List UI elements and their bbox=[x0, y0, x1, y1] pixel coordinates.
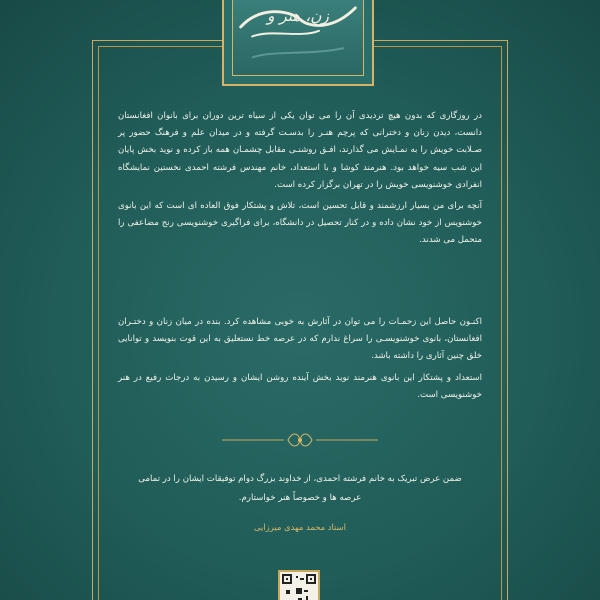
header-inner-frame bbox=[232, 0, 364, 76]
closing-text: ضمن عرض تبریک به خانم فرشته احمدی، از خداوند بزرگ دوام توفیقات ایشان را در تمامی عرصه ها و خصوصاً هنر خواستارم. bbox=[138, 474, 462, 503]
qr-code-icon bbox=[280, 572, 318, 600]
qr-code[interactable] bbox=[278, 570, 320, 600]
signature: استاد محمد مهدی میرزایی bbox=[254, 522, 346, 532]
header-calligraphy-panel bbox=[222, 0, 374, 86]
paragraph-3: اکنـون حاصل این زحمـات را می توان در آثارش به خوبی مشاهده کرد. بنده در میان زنان و دختـران افغانستان، بانوی خوشنویسـی را سراغ ندارم که در عرصه خط نستعلیق به این قوت بنویسد و توانایی خلق چنین آثاری را داشته باشد. bbox=[118, 317, 482, 362]
ornament-divider bbox=[222, 430, 378, 450]
calligraphy-title bbox=[233, 0, 363, 75]
paragraph-2: آنچه برای من بسیار ارزشمند و قابل تحسین است، تلاش و پشتکار فوق العاده ای است که این بانوی خوشنویس از خود نشان داده و در کنار تحصیل در دانشگاه، برای فراگیری خوشنویسی رنج مضاعفی را متحمل می شدند. bbox=[118, 201, 482, 246]
second-text-block bbox=[118, 314, 482, 404]
paragraph-1: در روزگاری که بدون هیچ تردیدی آن را می توان یکی از سیاه ترین دوران برای بانوان افغانستان دانست، دیدن زنان و دخترانی که پرچم هنـر را بدسـت گرفته و در میدان علم و فرهنگ حضور پر صـلابت خویش را به نمـایش می گذارند، افـق روشنـی مقابل چشمـان همه باز کرده و نوید بخش پایان این شب سیه خواهد بود. هنرمند کوشا و با استعداد، خانم مهندس فرشته احمدی نخستین نمایشگاه انفرادی خوشنویسی خویش را در تهران برگزار کرده است. bbox=[118, 111, 482, 190]
title-calligraphy-text: زن، هنر و bbox=[267, 7, 329, 26]
paragraph-4: استعداد و پشتکار این بانوی هنرمند نوید بخش آینده روشن ایشان و رسیدن به درجات رفیع در هنر خوشنویسی است. bbox=[118, 372, 482, 400]
main-text-block bbox=[118, 108, 482, 250]
